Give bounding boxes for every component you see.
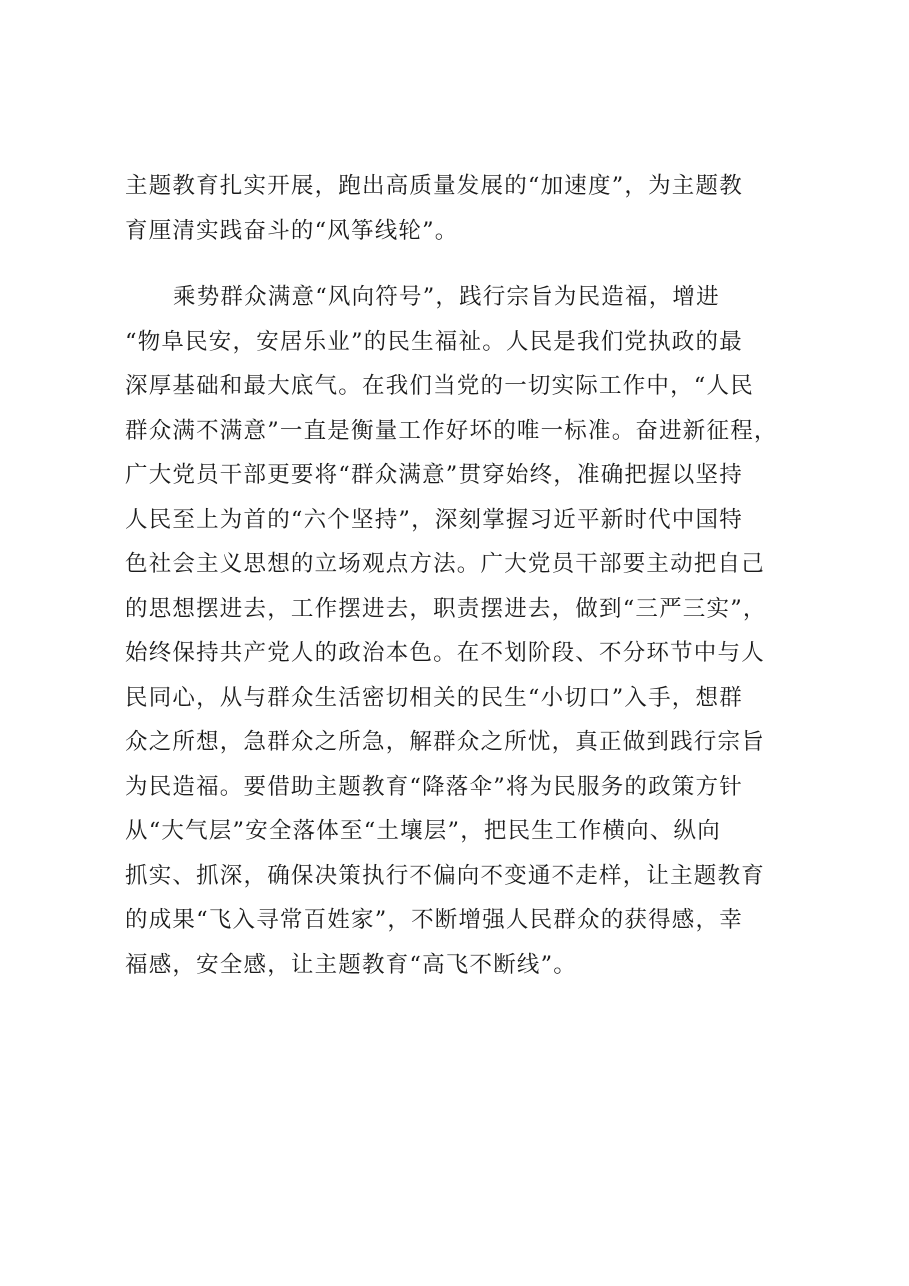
paragraph-line: 的成果“飞入寻常百姓家”，不断增强人民群众的获得感，幸 [125, 907, 743, 933]
paragraph-line: “物阜民安，安居乐业”的民生福祉。人民是我们党执政的最 [125, 328, 743, 355]
paragraph-line: 群众满不满意”一直是衡量工作好坏的唯一标准。奋进新征程， [125, 417, 778, 444]
paragraph-line: 始终保持共产党人的政治本色。在不划阶段、不分环节中与人 [125, 640, 765, 666]
paragraph-line: 色社会主义思想的立场观点方法。广大党员干部要主动把自己 [125, 551, 765, 577]
paragraph-gap [125, 253, 815, 275]
paragraph-line: 主题教育扎实开展，跑出高质量发展的“加速度”，为主题教 [125, 173, 743, 199]
paragraph-line: 人民至上为首的“六个坚持”，深刻掌握习近平新时代中国特 [125, 506, 743, 533]
document-body [125, 164, 815, 987]
paragraph-line: 抓实、抓深，确保决策执行不偏向不变通不走样，让主题教育 [125, 862, 765, 889]
paragraph-line: 从“大气层”安全落体至“土壤层”，把民生工作横向、纵向 [125, 818, 721, 844]
paragraph-line: 的思想摆进去，工作摆进去，职责摆进去，做到“三严三实”， [125, 595, 767, 622]
paragraph-line: 广大党员干部更要将“群众满意”贯穿始终，准确把握以坚持 [125, 462, 743, 488]
paragraph-line: 育厘清实践奋斗的“风筝线轮”。 [125, 217, 459, 244]
paragraph-line: 民同心，从与群众生活密切相关的民生“小切口”入手，想群 [125, 684, 743, 711]
paragraph-2 [125, 275, 815, 987]
paragraph-line: 为民造福。要借助主题教育“降落伞”将为民服务的政策方针 [125, 773, 743, 800]
paragraph-line: 乘势群众满意“风向符号”，践行宗旨为民造福，增进 [173, 284, 720, 310]
paragraph-line: 深厚基础和最大底气。在我们当党的一切实际工作中，“人民 [125, 373, 754, 399]
paragraph-line: 众之所想，急群众之所急，解群众之所忧，真正做到践行宗旨 [125, 729, 765, 755]
paragraph-1 [125, 164, 815, 253]
paragraph-line: 福感，安全感，让主题教育“高飞不断线”。 [125, 951, 578, 978]
